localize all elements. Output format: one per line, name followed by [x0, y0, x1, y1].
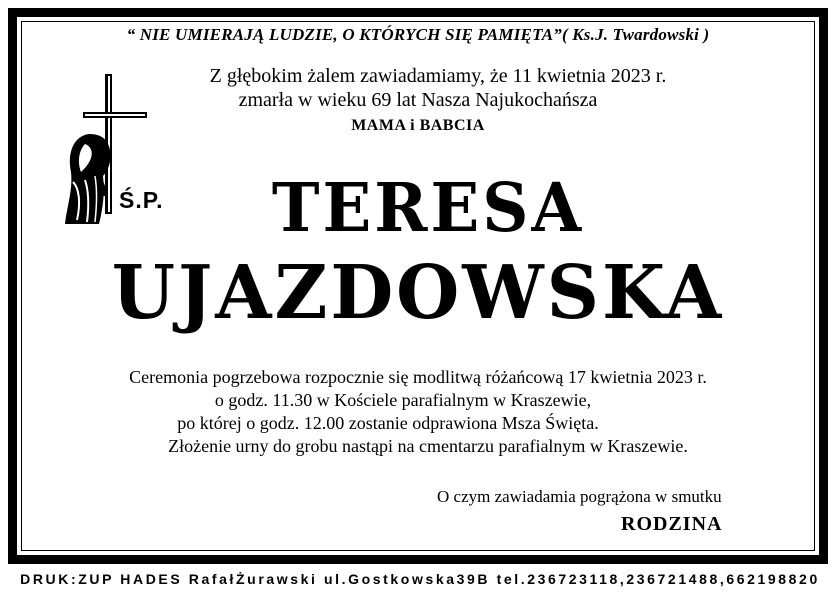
closing-notify: O czym zawiadamia pogrążona w smutku	[437, 487, 722, 506]
deceased-last-name: UJAZDOWSKA	[111, 250, 725, 336]
ceremony-line-4: Złożenie urny do grobu nastąpi na cmentarzu parafialnym w Kraszewie.	[168, 436, 688, 456]
ceremony-line-1: Ceremonia pogrzebowa rozpocznie się modlitwą różańcową 17 kwietnia 2023 r.	[129, 367, 707, 387]
memorial-quote: “ NIE UMIERAJĄ LUDZIE, O KTÓRYCH SIĘ PAMIĘTA”( Ks.J. Twardowski )	[126, 25, 710, 44]
ceremony-line-2: o godz. 11.30 w Kościele parafialnym w Kraszewie,	[214, 390, 592, 410]
sp-prefix: Ś.P.	[119, 187, 164, 213]
printer-footer: DRUK:ZUP HADES RafałŻurawski ul.Gostkowska39B tel.236723118,236721488,662198820	[20, 571, 820, 587]
obituary-frame	[8, 8, 828, 564]
relation-label: MAMA i BABCIA	[351, 117, 485, 134]
announcement-line-2: zmarła w wieku 69 lat Nasza Najukochańsza	[238, 89, 598, 111]
ceremony-line-3: po której o godz. 12.00 zostanie odprawiona Msza Święta.	[177, 413, 599, 433]
closing-family: RODZINA	[621, 513, 723, 535]
announcement-line-1: Z głębokim żalem zawiadamiamy, że 11 kwietnia 2023 r.	[209, 65, 667, 87]
deceased-first-name: TERESA	[271, 169, 585, 248]
